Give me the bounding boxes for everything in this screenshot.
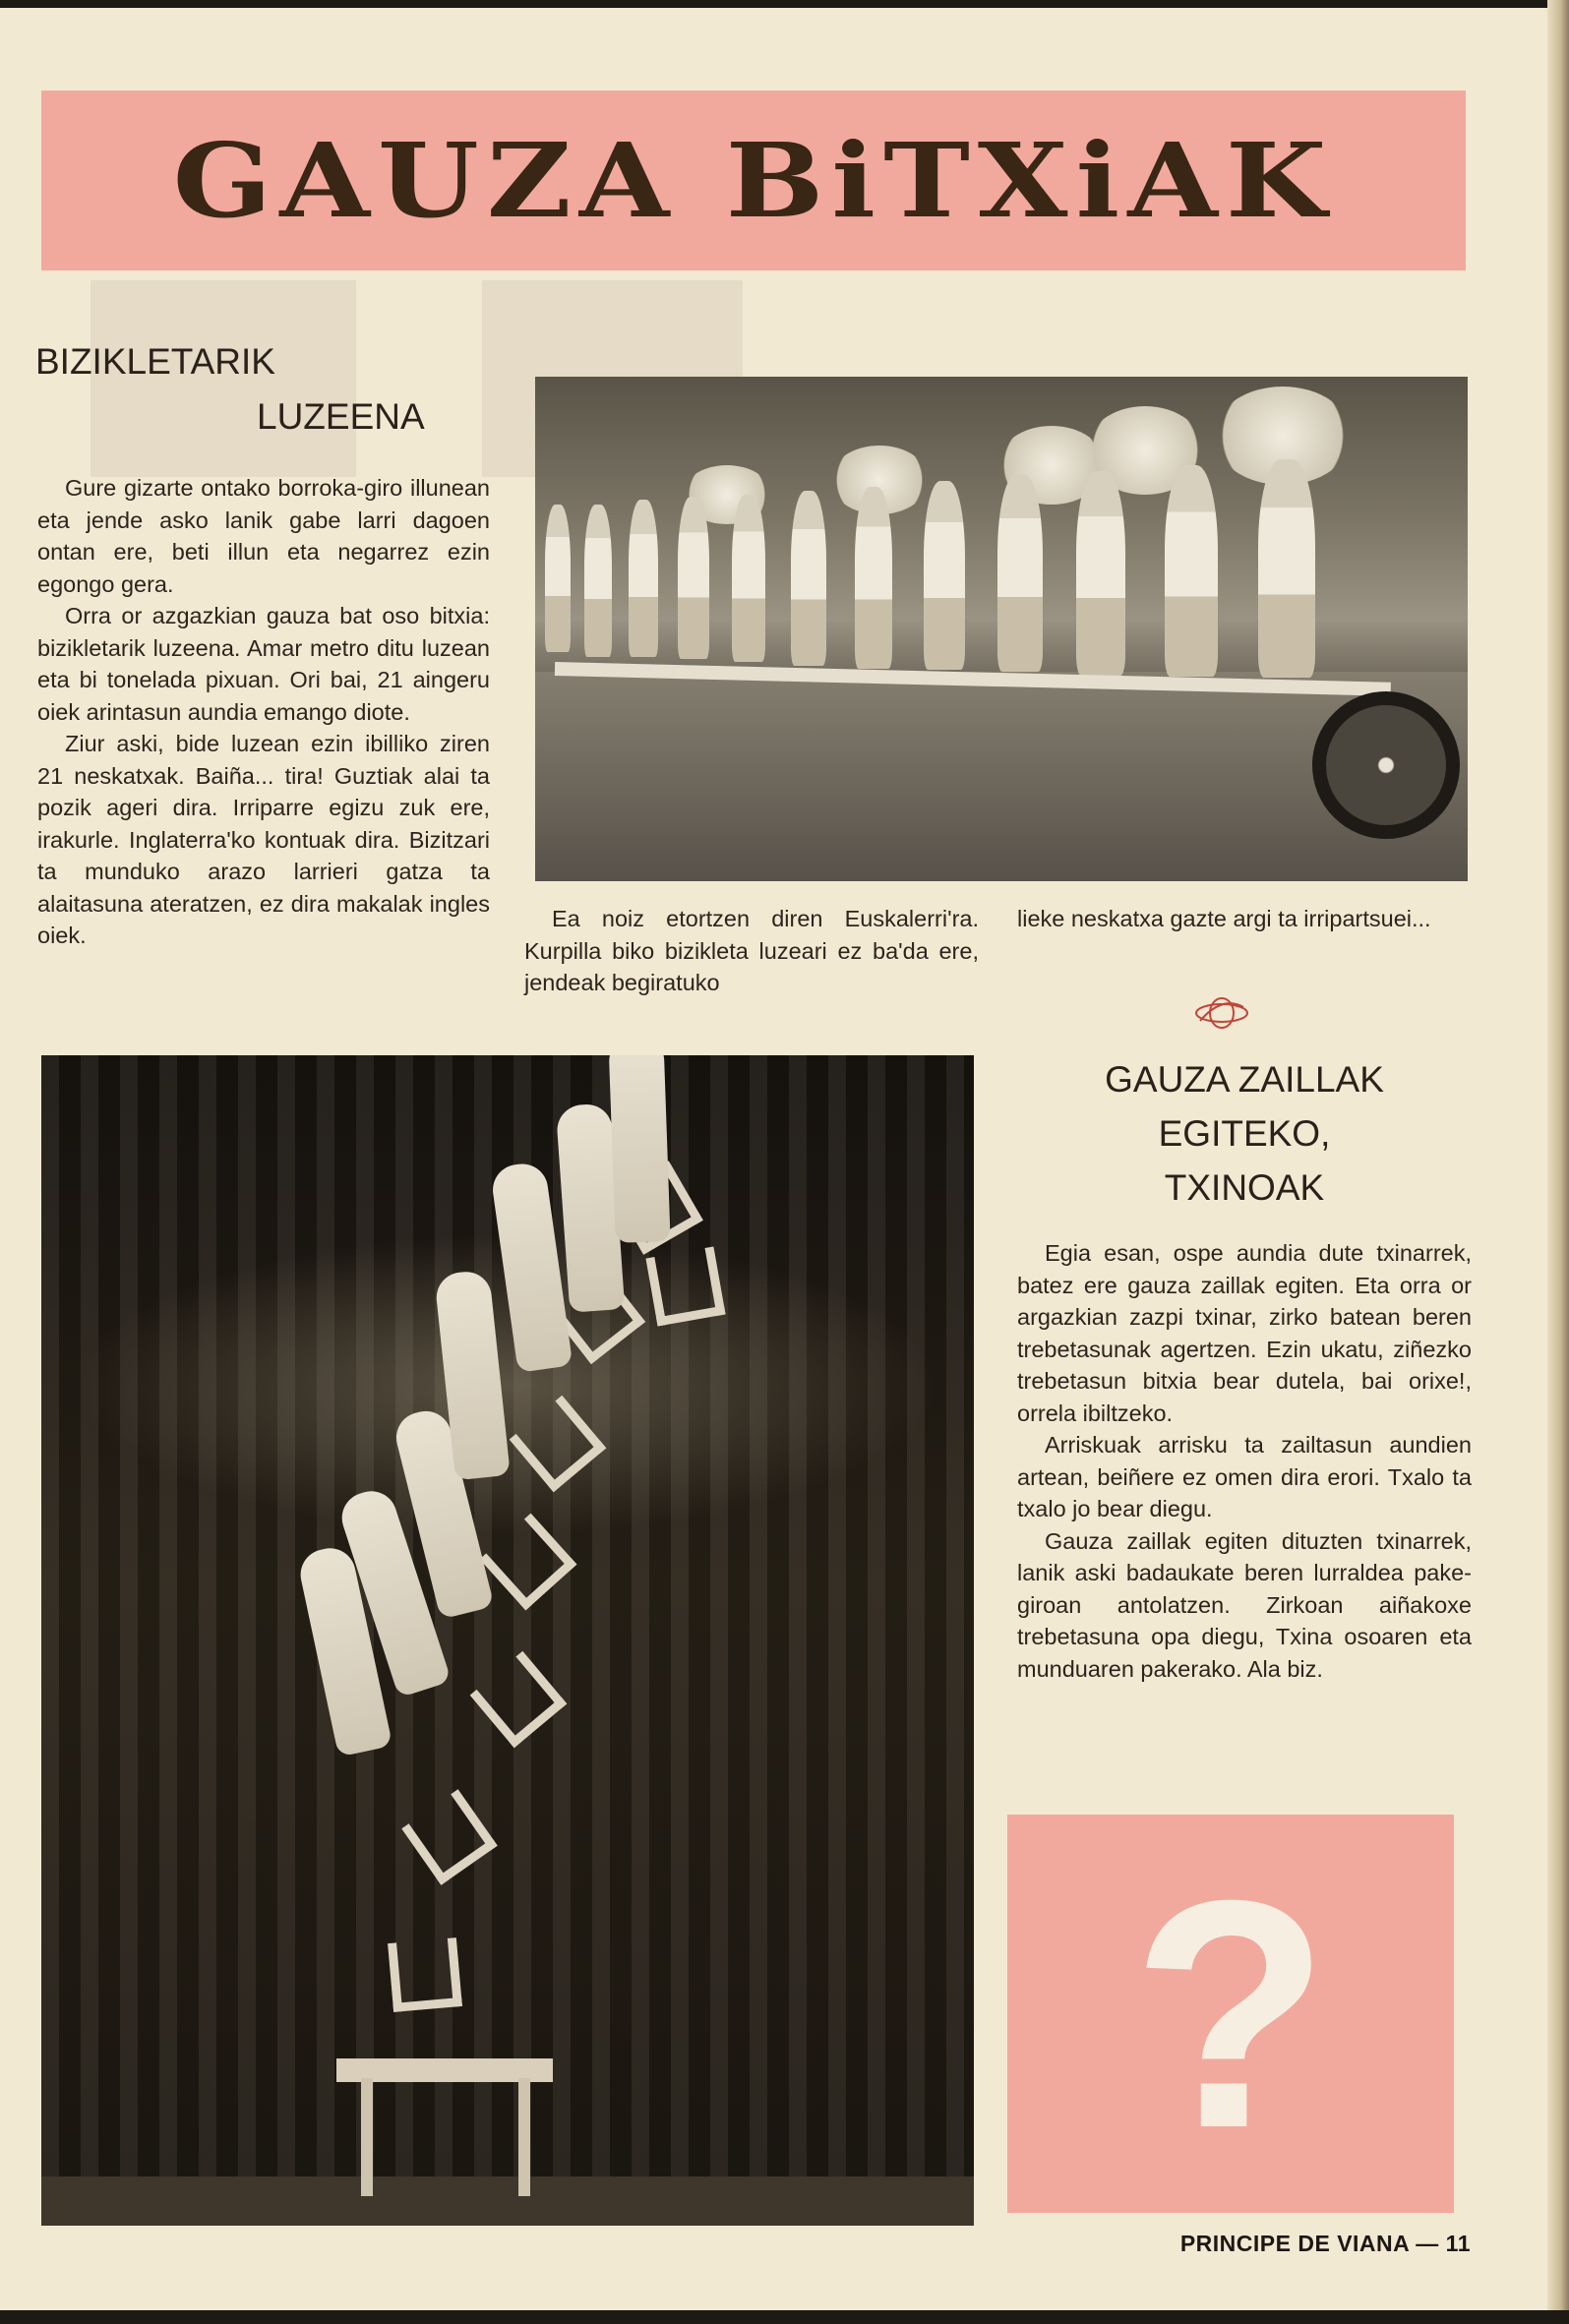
- page-footer: PRINCIPE DE VIANA — 11: [1179, 2231, 1471, 2256]
- heading-line: BIZIKLETARIK: [35, 341, 275, 382]
- paragraph: Ziur aski, bide luzean ezin ibilliko ziren 21 neskatxak. Baiña... tira! Guztiak alai ta pozik ageri dira. Irriparre egizu zuk ere, irakurle. Inglaterra'ko kontuak dira. Bizitzari ta munduko arazo larrieri gatza ta alaitasuna ateratzen, ez dira makalak ingles oiek.: [37, 731, 490, 948]
- heading-line: TXINOAK: [1164, 1167, 1325, 1208]
- rider: [584, 505, 612, 657]
- table-leg: [518, 2078, 530, 2196]
- rider: [791, 491, 826, 666]
- ornament-icon: [1192, 993, 1251, 1033]
- rider: [924, 481, 965, 670]
- rider: [1165, 465, 1218, 677]
- rider: [1076, 471, 1125, 676]
- heading-line: GAUZA ZAILLAK: [1105, 1059, 1384, 1100]
- banner-title: GAUZA BiTXiAK: [172, 120, 1335, 241]
- stacked-chair: [470, 1651, 568, 1749]
- question-mark-icon: ?: [1131, 1832, 1330, 2195]
- page-bottom-edge: [0, 2310, 1569, 2324]
- long-bicycle-photo: [535, 377, 1468, 881]
- article-body-chinese: [1017, 1237, 1472, 1685]
- rider: [678, 497, 709, 659]
- rider: [629, 500, 658, 657]
- table-leg: [361, 2078, 373, 2196]
- acrobat: [608, 1055, 670, 1243]
- paragraph: Ea noiz etortzen diren Euskalerri'ra. Kurpilla biko bizikleta luzeari ez ba'da ere, jendeak begiratuko: [524, 906, 979, 995]
- paragraph: Gure gizarte ontako borroka-giro illunean eta jende asko lanik gabe larri dagoen ontan ere, beti illun eta negarrez ezin egongo gera.: [37, 475, 490, 597]
- stage-floor: [41, 2176, 974, 2226]
- stacked-chair: [388, 1937, 462, 2012]
- bike-caption-continued: [524, 903, 979, 999]
- stacked-chair: [645, 1246, 725, 1326]
- paragraph: lieke neskatxa gazte argi ta irripartsuei...: [1017, 906, 1431, 931]
- paragraph: Egia esan, ospe aundia dute txinarrek, batez ere gauza zaillak egiten. Eta orra or argazkian zazpi txinar, zirko batean beren trebetasunak agertzen. Ezin ukatu, ziñezko trebetasun bitxia bear dutela, bai orixe!, orrela ibiltzeko.: [1017, 1240, 1472, 1426]
- rider: [1258, 459, 1315, 678]
- rider: [732, 495, 765, 662]
- article-body-bike: [37, 472, 490, 952]
- question-box: [1007, 1815, 1454, 2213]
- heading-line: EGITEKO,: [1158, 1113, 1331, 1154]
- stacked-chair: [401, 1789, 497, 1884]
- page-right-edge: [1547, 0, 1569, 2324]
- front-wheel: [1312, 691, 1460, 839]
- page-top-edge: [0, 0, 1569, 8]
- rider: [545, 505, 571, 652]
- rider: [997, 475, 1043, 672]
- heading-line: LUZEENA: [257, 396, 425, 437]
- paragraph: Arriskuak arrisku ta zailtasun aundien artean, beiñere ez omen dira erori. Txalo ta txalo jo bear diegu.: [1017, 1432, 1472, 1521]
- acrobats-chairs-photo: [41, 1055, 974, 2226]
- paragraph: Orra or azgazkian gauza bat oso bitxia: bizikletarik luzeena. Amar metro ditu luzean eta bi tonelada pixuan. Ori bai, 21 aingeru oiek arintasun aundia emango diote.: [37, 603, 490, 725]
- section-banner: [41, 90, 1466, 270]
- paragraph: Gauza zaillak egiten dituzten txinarrek, lanik aski badaukate beren lurraldea pake-giroan antolatzen. Zirkoan aiñakoxe trebetasuna opa diegu, Txina osoaren eta munduaren pakerako. Ala biz.: [1017, 1527, 1472, 1682]
- article-heading-chinese: [1017, 1052, 1472, 1215]
- article-heading-bike: [35, 334, 468, 445]
- bike-caption-end: [1017, 903, 1472, 935]
- rider: [855, 487, 892, 669]
